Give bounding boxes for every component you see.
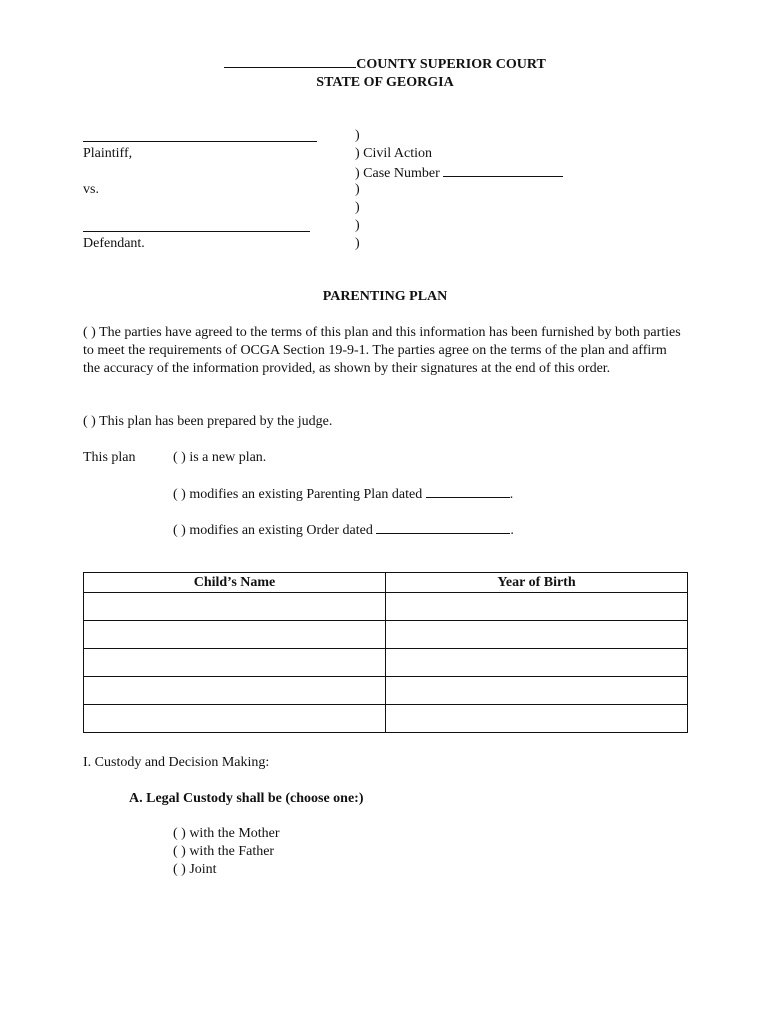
modifies-order-option[interactable] [173, 521, 514, 539]
plan-date-blank[interactable] [426, 485, 510, 498]
legal-custody-subheading: A. Legal Custody shall be (choose one:) [129, 791, 364, 806]
case-number-line [355, 164, 563, 182]
caption-paren: ) [355, 218, 360, 233]
child-name-cell[interactable] [84, 677, 386, 705]
custody-option-mother[interactable]: ( ) with the Mother [173, 826, 280, 841]
civil-action-label: ) Civil Action [355, 146, 432, 161]
state-title: STATE OF GEORGIA [316, 75, 454, 90]
judge-prepared-option[interactable]: ( ) This plan has been prepared by the judge. [83, 414, 333, 429]
child-name-cell[interactable] [84, 649, 386, 677]
table-row [84, 705, 688, 733]
year-of-birth-cell[interactable] [386, 593, 688, 621]
year-of-birth-cell[interactable] [386, 705, 688, 733]
child-name-cell[interactable] [84, 621, 386, 649]
child-name-cell[interactable] [84, 705, 386, 733]
agreed-paragraph[interactable]: ( ) The parties have agreed to the terms of this plan and this information has been furnished by both parties to meet the requirements of OCGA Section 19-9-1. The parties agree on the terms of the plan and affirm the accuracy of the information provided, as shown by their signatures at the end of this order. [83, 325, 681, 376]
caption-paren: ) [355, 182, 360, 197]
order-date-blank[interactable] [376, 521, 510, 534]
plaintiff-name-blank[interactable] [83, 127, 317, 142]
year-of-birth-cell[interactable] [386, 621, 688, 649]
table-header-row [84, 573, 688, 593]
modifies-order-label: ( ) modifies an existing Order dated [173, 523, 373, 538]
table-row [84, 649, 688, 677]
custody-section-heading: I. Custody and Decision Making: [83, 755, 270, 770]
custody-option-joint[interactable]: ( ) Joint [173, 862, 217, 877]
court-header [0, 57, 770, 73]
table-row [84, 593, 688, 621]
table-row [84, 621, 688, 649]
county-blank[interactable] [224, 67, 356, 68]
modifies-plan-label: ( ) modifies an existing Parenting Plan dated [173, 487, 423, 502]
year-of-birth-header: Year of Birth [386, 573, 688, 593]
plaintiff-label: Plaintiff, [83, 146, 133, 161]
defendant-name-blank[interactable] [83, 217, 310, 232]
modifies-plan-option[interactable] [173, 485, 513, 503]
children-table [83, 572, 688, 733]
county-court-title: COUNTY SUPERIOR COURT [356, 57, 546, 72]
this-plan-label: This plan [83, 450, 136, 465]
custody-option-father[interactable]: ( ) with the Father [173, 844, 275, 859]
case-number-blank[interactable] [443, 164, 563, 177]
year-of-birth-cell[interactable] [386, 649, 688, 677]
caption-paren: ) [355, 236, 360, 251]
table-row [84, 677, 688, 705]
caption-paren: ) [355, 200, 360, 215]
period: . [510, 523, 514, 538]
defendant-label: Defendant. [83, 236, 145, 251]
new-plan-option[interactable]: ( ) is a new plan. [173, 450, 267, 465]
child-name-cell[interactable] [84, 593, 386, 621]
case-number-label: ) Case Number [355, 166, 440, 181]
document-title: PARENTING PLAN [322, 289, 448, 304]
vs-label: vs. [83, 182, 99, 197]
period: . [509, 487, 514, 502]
caption-paren: ) [355, 128, 360, 143]
year-of-birth-cell[interactable] [386, 677, 688, 705]
child-name-header: Child’s Name [84, 573, 386, 593]
